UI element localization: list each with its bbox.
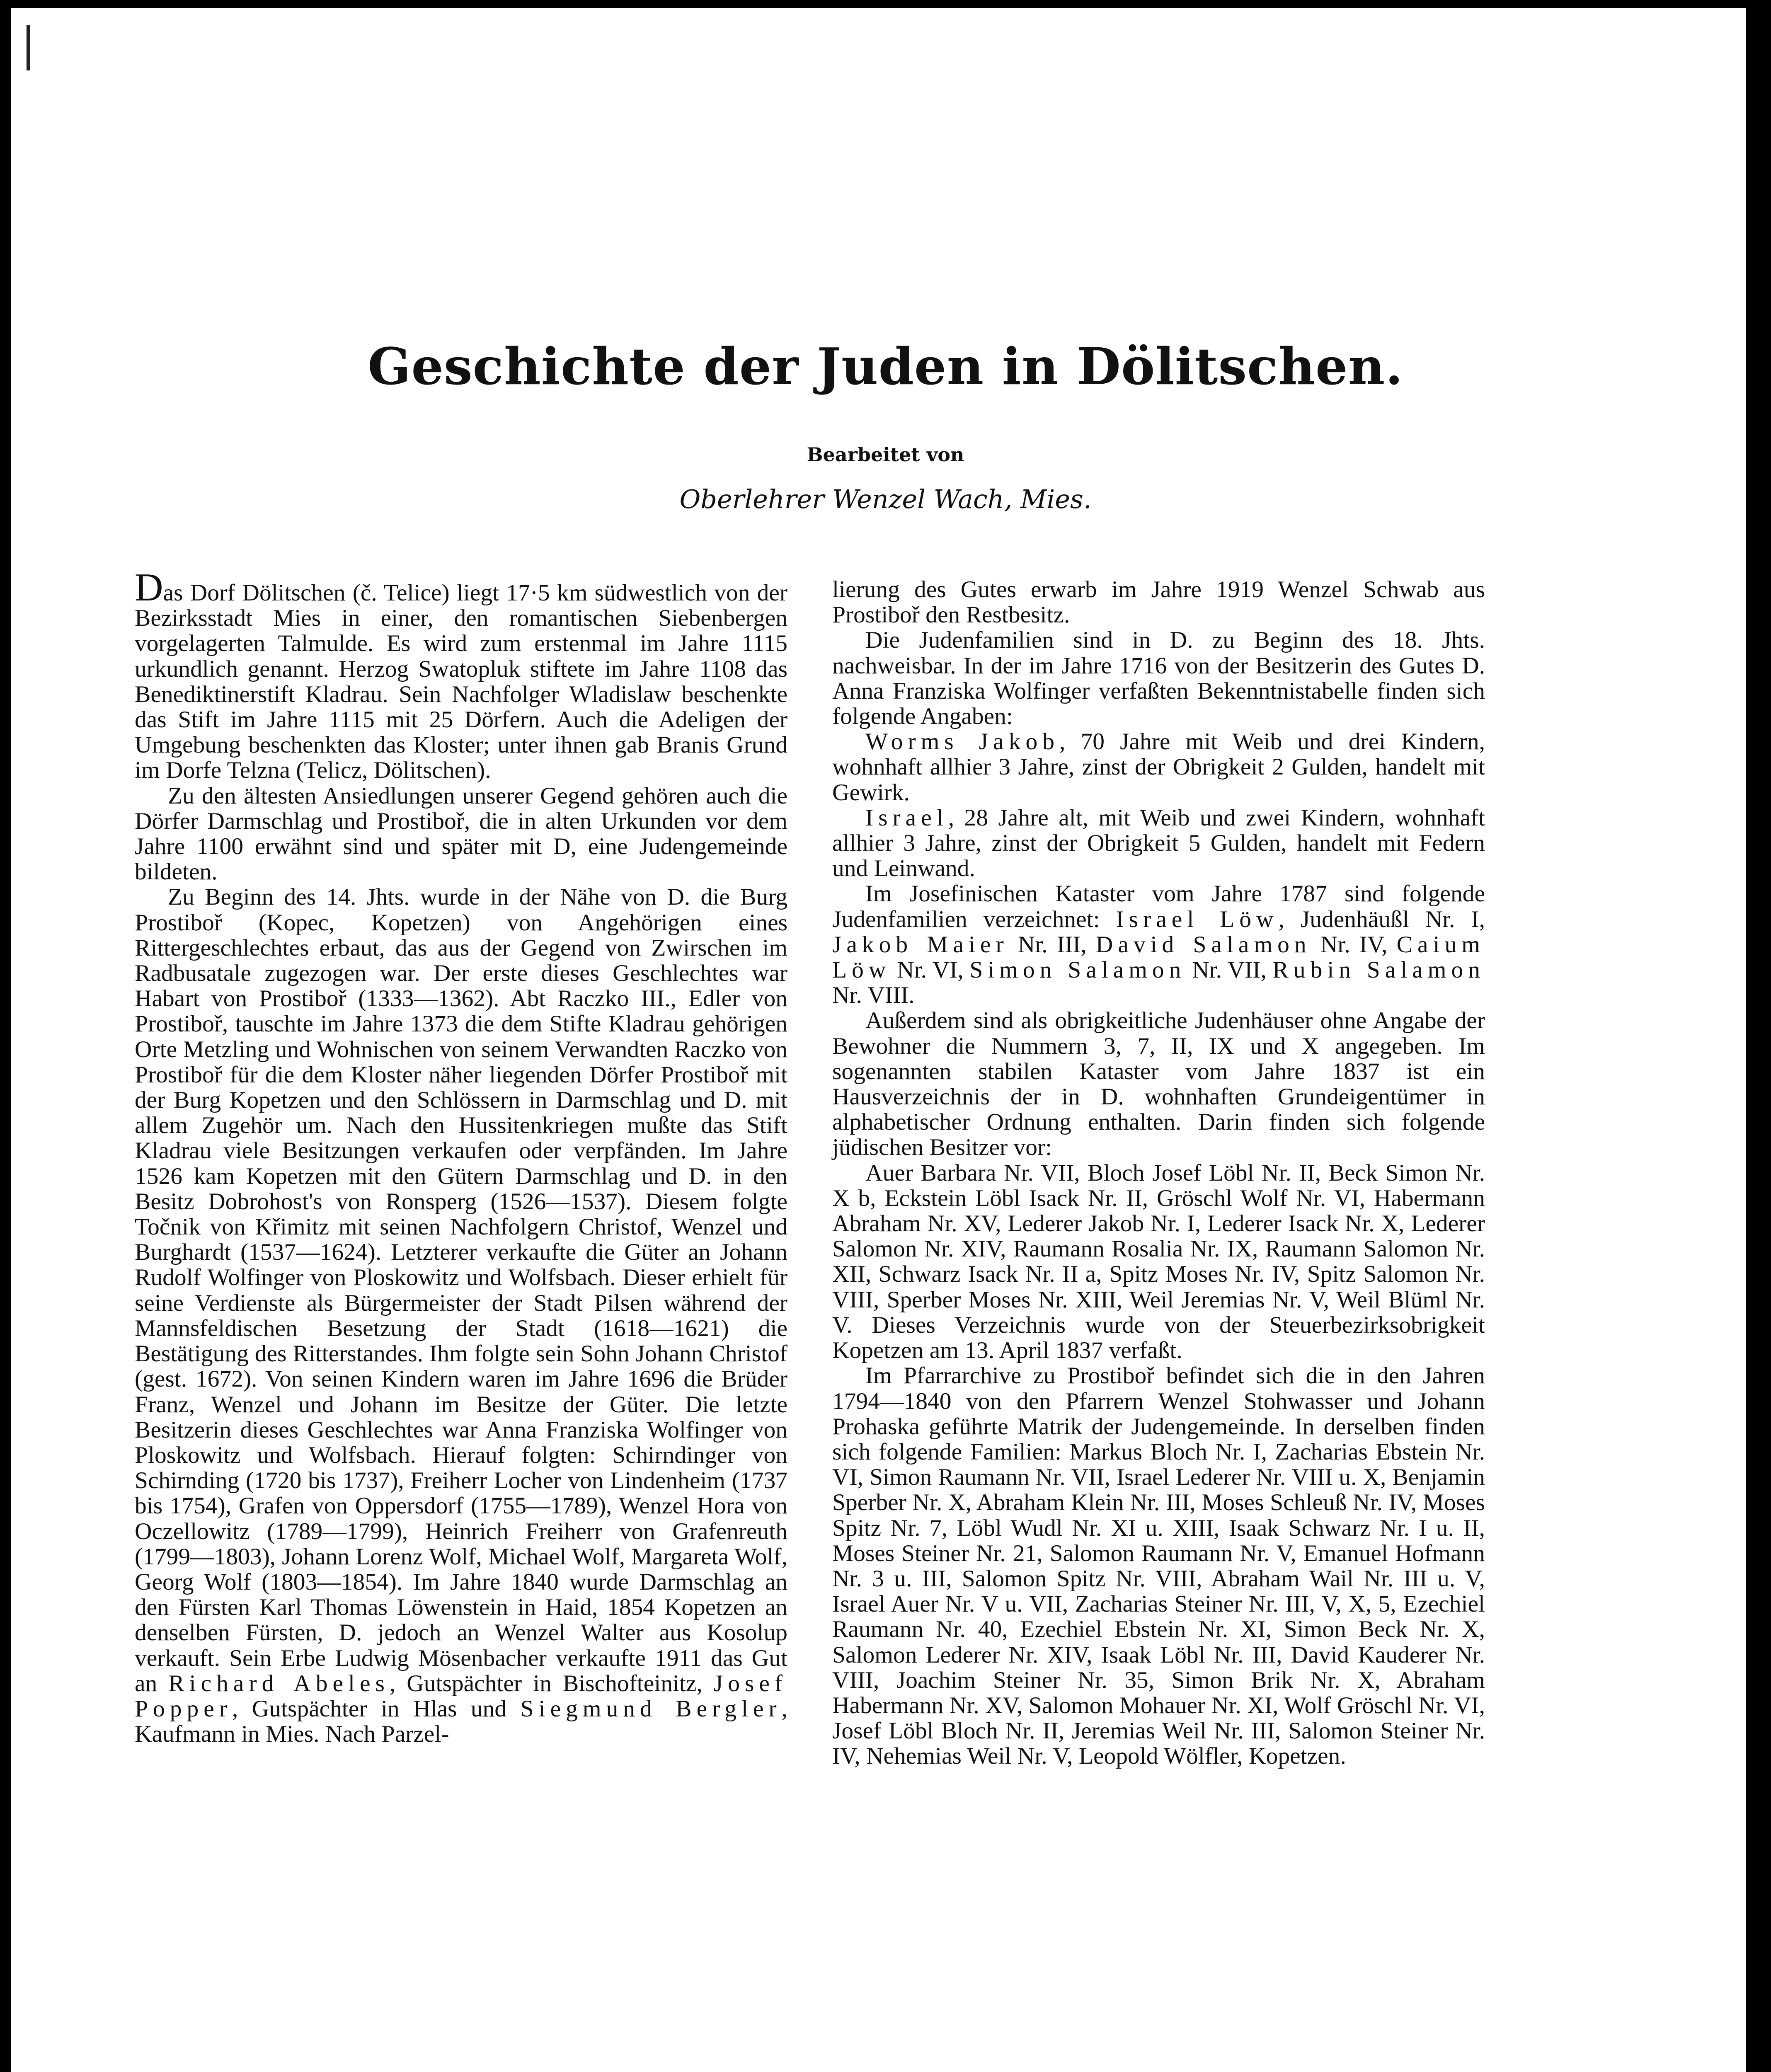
paragraph: [832, 805, 1485, 881]
spaced-name: Simon Salamon: [969, 957, 1186, 983]
drop-cap: D: [135, 565, 163, 609]
paragraph-text: Nr. III,: [1008, 931, 1096, 958]
paragraph-text: Zu Beginn des 14. Jhts. wurde in der Nähe von D. die Burg Prostiboř (Kopec, Kopetzen) von Angehörigen eines Rittergeschlechtes erbaut, das aus der Gegend von Zwirschen im Radbusatale zugezogen war. Der erste dieses Geschlechtes war Habart von Prostiboř (1333—1362). Abt Raczko III., Edler von Prostiboř, tauschte im Jahre 1373 die dem Stifte Kladrau gehörigen Orte Metzling und Wohnischen von seinem Verwandten Raczko von Prostiboř für die dem Kloster näher liegenden Dörfer Prostiboř mit der Burg Kopetzen und den Schlössern in Darmschlag und D. mit allem Zugehör um. Nach den Hussitenkriegen mußte das Stift Kladrau viele Besitzungen verkaufen oder verpfänden. Im Jahre 1526 kam Kopetzen mit den Gütern Darmschlag und D. in den Besitz Dobrohost's von Ronsperg (1526—1537). Diesem folgte Točnik von Křimitz mit seinen Nachfolgern Christof, Wenzel und Burghardt (1537—1624). Letzterer verkaufte die Güter an Johann Rudolf Wolfinger von Ploskowitz und Wolfsbach. Dieser erhielt für seine Verdienste als Bürgermeister der Stadt Pilsen während der Mannsfeldischen Besetzung der Stadt (1618—1621) die Bestätigung des Ritterstandes. Ihm folgte sein Sohn Johann Christof (gest. 1672). Von seinen Kindern waren im Jahre 1696 die Brüder Franz, Wenzel und Johann im Besitze der Güter. Die letzte Besitzerin dieses Geschlechtes war Anna Franziska Wolfinger von Ploskowitz und Wolfsbach. Hierauf folgten: Schirndinger von Schirnding (1720 bis 1737), Freiherr Locher von Lindenheim (1737 bis 1754), Grafen von Oppersdorf (1755—1789), Wenzel Hora von Oczellowitz (1789—1799), Heinrich Freiherr von Grafenreuth (1799—1803), Johann Lorenz Wolf, Michael Wolf, Margareta Wolf, Georg Wolf (1803—1854). Im Jahre 1840 wurde Darmschlag an den Fürsten Karl Thomas Löwenstein in Haid, 1854 Kopetzen an denselben Fürsten, D. jedoch an Wenzel Walter aus Kosolup verkauft. Sein Erbe Ludwig Mösenbacher verkaufte 1911 das Gut an: [135, 884, 787, 1697]
spaced-name: Caium Löw: [832, 931, 1485, 983]
scan-edge-mark: [27, 25, 30, 70]
paragraph: Im Pfarrarchive zu Prostiboř befindet sich die in den Jahren 1794—1840 von den Pfarrern Wenzel Stohwasser und Johann Prohaska geführte Matrik der Judengemeinde. In derselben finden sich folgende Familien: Markus Bloch Nr. I, Zacharias Ebstein Nr. VI, Simon Raumann Nr. VII, Israel Lederer Nr. VIII u. X, Benjamin Sperber Nr. X, Abraham Klein Nr. III, Moses Schleuß Nr. IV, Moses Spitz Nr. 7, Löbl Wudl Nr. XI u. XIII, Isaak Schwarz Nr. I u. II, Moses Steiner Nr. 21, Salomon Raumann Nr. V, Emanuel Hofmann Nr. 3 u. III, Salomon Spitz Nr. VIII, Abraham Wail Nr. III u. V, Israel Auer Nr. V u. VII, Zacharias Steiner Nr. III, V, X, 5, Ezechiel Raumann Nr. 40, Ezechiel Ebstein Nr. XI, Simon Beck Nr. X, Salomon Lederer Nr. XIV, Isaak Löbl Nr. III, David Kauderer Nr. VIII, Joachim Steiner Nr. 35, Simon Brik Nr. X, Abraham Habermann Nr. XV, Salomon Mohauer Nr. XI, Wolf Gröschl Nr. VI, Josef Löbl Bloch Nr. II, Jeremias Weil Nr. III, Salomon Steiner Nr. IV, Nehemias Weil Nr. V, Leopold Wölfler, Kopetzen.: [832, 1363, 1485, 1769]
paragraph: Die Judenfamilien sind in D. zu Beginn des 18. Jhts. nachweisbar. In der im Jahre 1716 von der Besitzerin des Gutes D. Anna Franziska Wolfinger verfaßten Bekenntnistabelle finden sich folgende Angaben:: [832, 627, 1485, 730]
paragraph-text: Nr. VIII.: [832, 982, 915, 1009]
paragraph-text: , Gutspächter in Hlas und: [232, 1695, 521, 1722]
paragraph: Auer Barbara Nr. VII, Bloch Josef Löbl Nr. II, Beck Simon Nr. X b, Eckstein Löbl Isack Nr. II, Gröschl Wolf Nr. VI, Habermann Abraham Nr. XV, Lederer Jakob Nr. I, Lederer Isack Nr. X, Lederer Salomon Nr. XIV, Raumann Rosalia Nr. IX, Raumann Salomon Nr. XII, Schwarz Isack Nr. II a, Spitz Moses Nr. IV, Spitz Salomon Nr. VIII, Sperber Moses Nr. XIII, Weil Jeremias Nr. V, Weil Blüml Nr. V. Dieses Verzeichnis wurde von der Steuerbezirksobrigkeit Kopetzen am 13. April 1837 verfaßt.: [832, 1159, 1485, 1364]
paragraph-text: Nr. VI,: [891, 957, 970, 983]
paragraph-text: as Dorf Dölitschen (č. Telice) liegt 17·5 km südwestlich von der Bezirksstadt Mies in einer, den romantischen Siebenbergen vorgelagerten Talmulde. Es wird zum erstenmal im Jahre 1115 urkundlich genannt. Herzog Swatopluk stiftete im Jahre 1108 das Benediktinerstift Kladrau. Sein Nachfolger Wladislaw beschenkte das Stift im Jahre 1115 mit 25 Dörfern. Auch die Adeligen der Umgebung beschenkten das Kloster; unter ihnen gab Branis Grund im Dorfe Telzna (Telicz, Dölitschen).: [135, 580, 787, 784]
paragraph-text: Im Josefinischen Kataster vom Jahre 1787 sind folgende Judenfamilien verzeichnet:: [832, 881, 1485, 932]
paragraph-text: Nr. VII,: [1186, 957, 1273, 983]
spaced-name: Siegmund Bergler: [520, 1695, 782, 1722]
scan-border-top: [0, 0, 1771, 8]
spaced-name: Worms Jakob: [865, 729, 1059, 755]
scan-border-right: [1746, 0, 1771, 2072]
paragraph: [832, 729, 1485, 805]
spaced-name: David Salamon: [1095, 931, 1311, 958]
paragraph-text: , 70 Jahre mit Weib und drei Kindern, wohnhaft allhier 3 Jahre, zinst der Obrigkeit 2 Gulden, handelt mit Gewirk.: [832, 729, 1485, 806]
paragraph-text: , 28 Jahre alt, mit Weib und zwei Kindern, wohnhaft allhier 3 Jahre, zinst der Obrigkeit 5 Gulden, handelt mit Federn und Leinwand.: [832, 804, 1485, 882]
author-name: Oberlehrer Wenzel Wach, Mies.: [679, 484, 1092, 514]
spaced-name: Israel Löw: [1116, 906, 1279, 932]
paragraph: [135, 565, 787, 784]
spaced-name: Rubin Salamon: [1272, 957, 1485, 983]
paragraph: [832, 881, 1485, 1008]
page-title: Geschichte der Juden in Dölitschen.: [368, 336, 1403, 396]
right-column: [832, 577, 1485, 1769]
spaced-name: Jakob Maier: [832, 931, 1009, 958]
paragraph: Zu den ältesten Ansiedlungen unserer Gegend gehören auch die Dörfer Darmschlag und Prostiboř, die in alten Urkunden vor dem Jahre 1100 erwähnt sind und später mit D, eine Judengemeinde bildeten.: [135, 782, 787, 885]
spaced-name: Israel: [865, 804, 948, 831]
byline-label: Bearbeitet von: [807, 443, 964, 466]
paragraph: Außerdem sind als obrigkeitliche Judenhäuser ohne Angabe der Bewohner die Nummern 3, 7, II, IX und X angegeben. Im sogenannten stabilen Kataster vom Jahre 1837 ist ein Hausverzeichnis der in D. wohnhaften Grundeigentümer in alphabetischer Ordnung enthalten. Darin finden sich folgende jüdischen Besitzer vor:: [832, 1007, 1485, 1161]
paragraph: lierung des Gutes erwarb im Jahre 1919 Wenzel Schwab aus Prostiboř den Restbesitz.: [832, 576, 1485, 628]
scan-border-left: [0, 0, 11, 2072]
paragraph-text: Nr. IV,: [1311, 931, 1397, 958]
paragraph-text: , Kaufmann in Mies. Nach Parzel-: [135, 1695, 788, 1748]
paragraph-text: , Gutspächter in Bischofteinitz,: [389, 1670, 714, 1697]
paragraph-text: , Judenhäußl Nr. I,: [1278, 906, 1485, 932]
left-column: [135, 565, 788, 1748]
spaced-name: Josef Popper: [135, 1670, 788, 1722]
paragraph: [135, 884, 787, 1747]
spaced-name: Richard Abeles: [168, 1670, 390, 1697]
